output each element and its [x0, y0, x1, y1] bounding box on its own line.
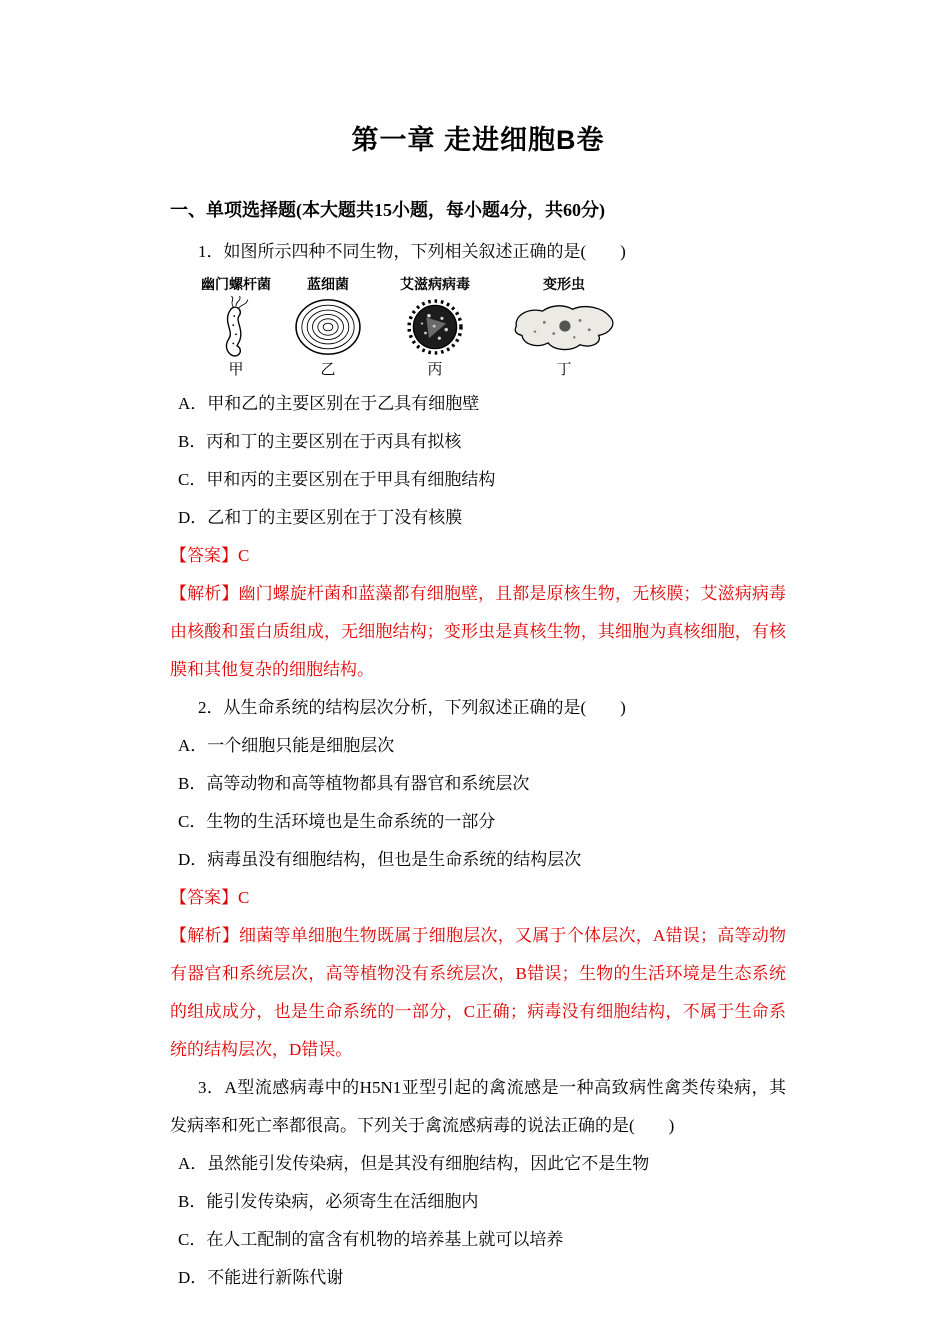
organism-name: 艾滋病病毒 [400, 278, 470, 293]
figure-column-jia [192, 277, 280, 379]
option-d: D．病毒虽没有细胞结构，但也是生命系统的结构层次 [178, 850, 582, 869]
analysis-text: 【解析】幽门螺旋杆菌和蓝藻都有细胞壁，且都是原核生物，无核膜；艾滋病病毒由核酸和蛋白质组成，无细胞结构；变形虫是真核生物，其细胞为真核细胞，有核膜和其他复杂的细胞结构。 [170, 584, 786, 679]
cyanobacteria-illustration [293, 295, 363, 359]
page-title: 第一章 走进细胞B卷 [351, 125, 605, 155]
option-a: A．虽然能引发传染病，但是其没有细胞结构，因此它不是生物 [178, 1154, 650, 1173]
question-stem: 2．从生命系统的结构层次分析，下列叙述正确的是( ) [198, 698, 626, 717]
answer-line: 【答案】C [170, 546, 250, 565]
option-a: A．一个细胞只能是细胞层次 [178, 736, 395, 755]
organism-name: 变形虫 [543, 278, 585, 293]
option-b: B．高等动物和高等植物都具有器官和系统层次 [178, 774, 530, 793]
option-b: B．能引发传染病，必须寄生在活细胞内 [178, 1192, 479, 1211]
option-a: A．甲和乙的主要区别在于乙具有细胞壁 [178, 394, 480, 413]
hiv-virus-illustration [402, 295, 468, 359]
answer-line: 【答案】C [170, 888, 250, 907]
question-1 [170, 233, 786, 689]
option-d: D．不能进行新陈代谢 [178, 1268, 344, 1287]
document-content [170, 118, 786, 1297]
section-heading: 一、单项选择题(本大题共15小题，每小题4分，共60分) [170, 200, 605, 220]
organism-letter: 甲 [228, 362, 244, 378]
amoeba-illustration [505, 295, 623, 359]
hpylori-illustration [213, 295, 259, 359]
figure-column-ding [494, 277, 634, 379]
organism-name: 蓝细菌 [307, 278, 349, 293]
organism-name: 幽门螺杆菌 [201, 278, 271, 293]
organism-figure [192, 277, 786, 381]
analysis-text: 【解析】细菌等单细胞生物既属于细胞层次，又属于个体层次，A错误；高等动物有器官和系统层次，高等植物没有系统层次，B错误；生物的生活环境是生态系统的组成成分，也是生命系统的一部分，C正确；病毒没有细胞结构，不属于生命系统的结构层次，D错误。 [170, 926, 786, 1059]
option-b: B．丙和丁的主要区别在于丙具有拟核 [178, 432, 462, 451]
question-3 [170, 1069, 786, 1297]
question-stem: 3．A型流感病毒中的H5N1亚型引起的禽流感是一种高致病性禽类传染病，其发病率和死亡率都很高。下列关于禽流感病毒的说法正确的是( ) [170, 1078, 786, 1135]
question-stem: 1．如图所示四种不同生物，下列相关叙述正确的是( ) [198, 242, 626, 261]
organism-letter: 乙 [320, 362, 336, 378]
figure-column-yi [280, 277, 376, 379]
organism-letter: 丙 [427, 362, 443, 378]
option-c: C．甲和丙的主要区别在于甲具有细胞结构 [178, 470, 496, 489]
option-c: C．生物的生活环境也是生命系统的一部分 [178, 812, 496, 831]
option-d: D．乙和丁的主要区别在于丁没有核膜 [178, 508, 463, 527]
figure-column-bing [376, 277, 494, 379]
option-c: C．在人工配制的富含有机物的培养基上就可以培养 [178, 1230, 564, 1249]
question-2 [170, 689, 786, 1069]
organism-letter: 丁 [556, 362, 572, 378]
